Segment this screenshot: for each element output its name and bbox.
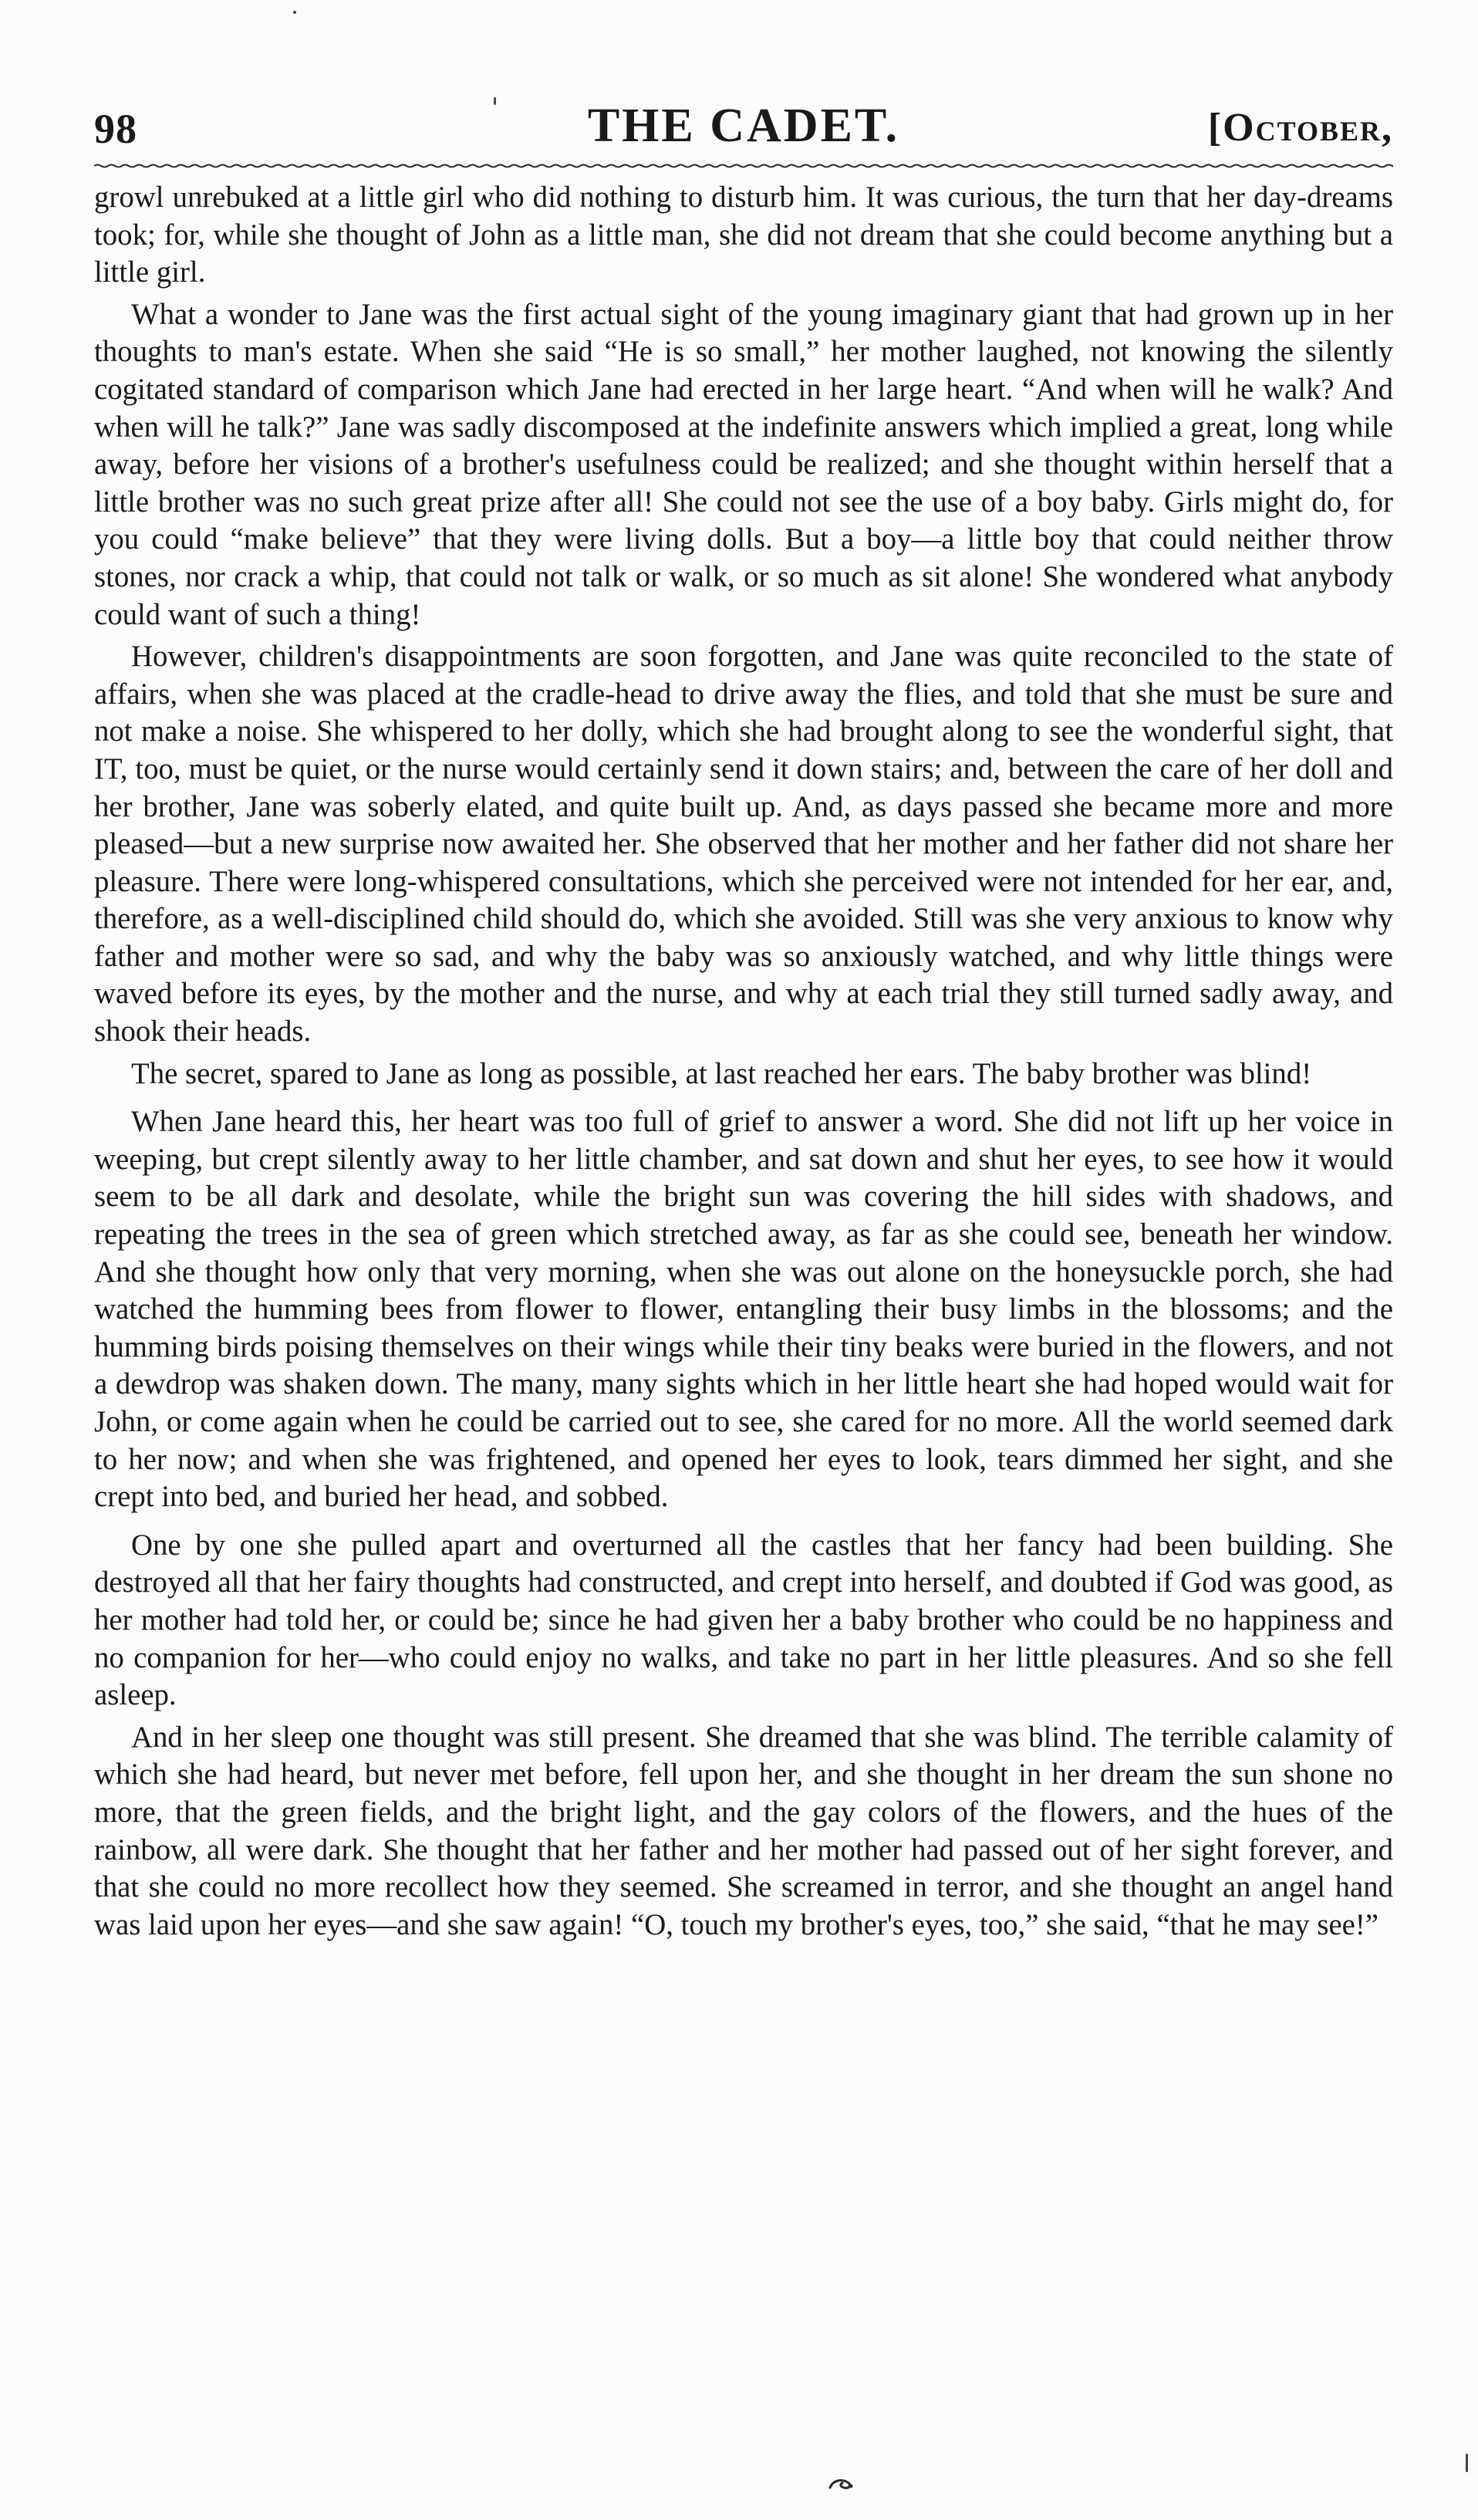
page-number: 98 — [94, 106, 137, 152]
paragraph-2: What a wonder to Jane was the first actual sight of the young imaginary giant that had grown up in her thoughts to man's estate. When she said “He is so small,” her mother laughed, not knowing the silently cogitated standard of comparison which Jane had erected in her large heart. “And when will he walk? And when will he talk?” Jane was sadly discomposed at the indefinite answers which implied a great, long while away, before her visions of a brother's usefulness could be realized; and she thought within herself that a little brother was no such great prize after all! She could not see the use of a boy baby. Girls might do, for you could “make believe” that they were living dolls. But a boy—a little boy that could neither throw stones, nor crack a whip, that could not talk or walk, or so much as sit alone! She wondered what anybody could want of such a thing! — [94, 297, 1393, 631]
running-header — [94, 91, 1393, 160]
running-month: [October, — [1207, 106, 1393, 150]
paragraph-1: growl unrebuked at a little girl who did nothing to disturb him. It was curious, the turn that her day-dreams took; for, while she thought of John as a little man, she did not dream that she could become anything but a little girl. — [94, 181, 1393, 289]
stray-print-mark — [1466, 2454, 1468, 2472]
paragraph-3: However, children's disappointments are soon forgotten, and Jane was quite reconciled to the state of affairs, when she was placed at the cradle-head to drive away the flies, and told that she must be sure and not make a noise. She whispered to her dolly, which she had brought along to see the wonderful sight, that IT, too, must be quiet, or the nurse would certainly send it down stairs; and, between the care of her doll and her brother, Jane was soberly elated, and quite built up. And, as days passed she became more and more pleased—but a new surprise now awaited her. She observed that her mother and her father did not share her pleasure. There were long-whispered consultations, which she perceived were not intended for her ear, and, therefore, as a well-disciplined child should do, which she avoided. Still was she very anxious to know why father and mother were so sad, and why the baby was so anxiously watched, and why little things were waved before its eyes, by the mother and the nurse, and why at each trial they still turned sadly away, and shook their heads. — [94, 640, 1393, 1049]
stray-print-mark — [494, 97, 496, 105]
stray-print-mark — [293, 11, 296, 14]
paragraph-5: When Jane heard this, her heart was too full of grief to answer a word. She did not lift up her voice in weeping, but crept silently away to her little chamber, and sat down and shut her eyes, to see how it would seem to be all dark and desolate, while the bright sun was covering the hill sides with shadows, and repeating the trees in the sea of green which stretched away, as far as she could see, beneath her window. And she thought how only that very morning, when she was out alone on the honeysuckle porch, she had watched the humming bees from flower to flower, entangling their busy limbs in the blossoms; and the humming birds poising themselves on their wings while their tiny beaks were buried in the flowers, and not a dewdrop was shaken down. The many, many sights which in her little heart she had hoped would wait for John, or come again when he could be carried out to see, she cared for no more. All the world seemed dark to her now; and when she was frightened, and opened her eyes to look, tears dimmed her sight, and she crept into bed, and buried her head, and sobbed. — [94, 1105, 1393, 1514]
wavy-rule-divider — [94, 160, 1393, 171]
running-title: THE CADET. — [587, 100, 900, 152]
paragraph-6: One by one she pulled apart and overturned all the castles that her fancy had been building. She destroyed all that her fairy thoughts had constructed, and crept into herself, and doubted if God was good, as her mother had told her, or could be; since he had given her a baby brother who could be no happiness and no companion for her—who could enjoy no walks, and take no part in her little pleasures. And so she fell asleep. — [94, 1528, 1393, 1712]
paragraph-7: And in her sleep one thought was still present. She dreamed that she was blind. The terrible calamity of which she had heard, but never met before, fell upon her, and she thought in her dream the sun shone no more, that the green fields, and the bright light, and the gay colors of the flowers, and the hues of the rainbow, all were dark. She thought that her father and her mother had passed out of her sight forever, and that she could no more recollect how they seemed. She screamed in terror, and she thought an angel hand was laid upon her eyes—and she saw again! “O, touch my brother's eyes, too,” she said, “that he may see!” — [94, 1720, 1393, 1941]
printers-ornament-icon — [825, 2475, 856, 2494]
article-body — [94, 179, 1393, 1944]
paragraph-4: The secret, spared to Jane as long as possible, at last reached her ears. The baby brother was blind! — [131, 1056, 1312, 1090]
